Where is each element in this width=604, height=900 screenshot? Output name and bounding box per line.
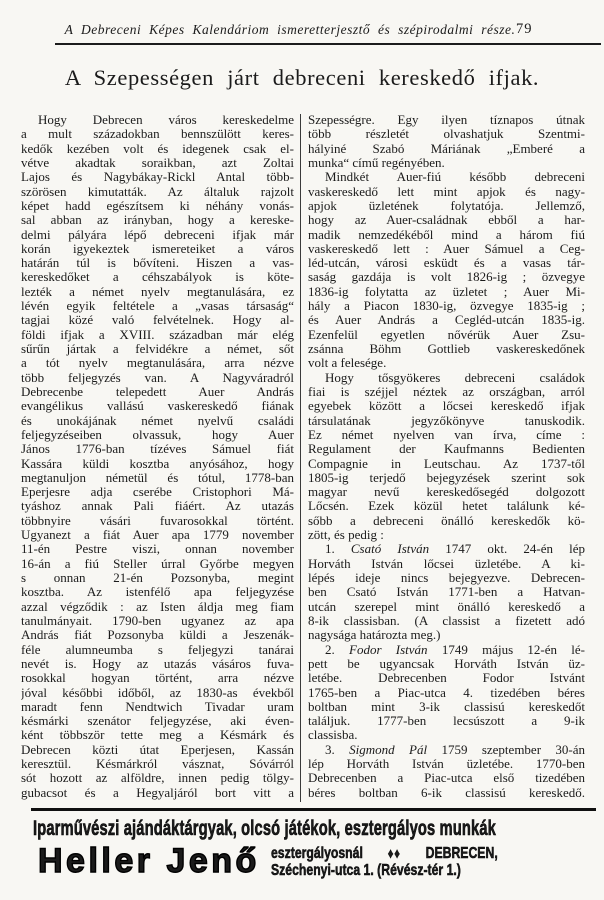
text-line: sőbb a debreceni önálló kereskedők kö- [308,513,585,528]
text-line: 1765-ben a Piac-utca 4. tizedében béres [308,685,585,700]
text-line: Regulament der Kaufmanns Bedienten [308,442,585,457]
text-line: zsánna Böhm Gottlieb vaskereskedőnek [308,342,585,356]
advertisement-role-label: esztergályosnál [271,845,363,862]
text-line: sót hozott az alföldre, innen pedig tölgy- [21,771,294,786]
text-line: rosokkal hogyan történt, arra nézve [21,671,294,686]
text-line: Kassára küldi kosztba anyósához, hogy [21,456,294,471]
text-line: Lajos és Nagybákay-Rickl Antal több- [21,170,294,185]
text-line: késmárki szenátor feljegyzése, aki éven- [21,714,294,729]
text-line: jóval későbbi időből, az 1830-as évekből [21,685,294,700]
text-line: Debrecenbe telepedett Auer András [21,384,294,399]
text-line: 3. Sigmond Pál 1759 szeptember 30-án [325,742,585,757]
article-title: A Szepességen járt debreceni kereskedő ifjak. [64,65,540,90]
text-line: béres boltban 6-ik classisú kereskedő. [308,785,585,800]
text-line: 8-ik classisban. (A classist a fizetett adó [308,613,585,628]
text-line: lép Horváth István üzletébe. 1770-ben [308,757,585,772]
text-line: delmi pályára lépő debreceni ifjak már [21,227,294,242]
text-line: 2. Fodor István 1749 május 12-én lé- [325,642,585,657]
text-line: lezték a német nyelv megtanulására, ez [21,284,294,299]
text-line: madik nemzedékéből mind a három fiú [308,227,585,242]
right-column [308,113,585,802]
text-line: Horváth István lőcsei üzletébe. A ki- [308,556,585,571]
text-line: fiai is széjjel néztek az országban, arról [308,384,585,399]
text-line: Ezenfelül egyetlen nővérük Auer Zsu- [308,327,585,342]
text-line: hály a Piacon 1830-ig, özvegye 1835-ig ; [308,299,585,314]
text-line: lévén egyik feltétele a „vasas társaság“ [21,299,294,314]
text-line: Szepességre. Egy ilyen tíznapos útnak [308,113,585,127]
text-line: kedők kezében volt és idegenek csak el- [21,141,294,156]
advertisement-address-line2: Széchenyi-utca 1. (Révész-tér 1.) [271,862,461,879]
text-line: 1. Csató István 1747 okt. 24-én lép [325,542,585,557]
text-line: és unokájának német nyelvű családi [21,413,294,428]
text-line: Debrecenben a Piac-utca első tizedében [308,771,585,786]
text-line: léd-utcán, városi esküdt és a vasas tár- [308,256,585,271]
page-number: 79 [516,21,533,37]
text-line: 1836-ig folytatta az üzletet ; Auer Mi- [308,284,585,299]
column-divider-rule [300,114,301,802]
advertisement-top-rule [31,808,596,811]
text-line: a mult századokban bennszülött keres- [21,127,294,142]
text-line: gubacsot és a Hegyaljáról bort vitt a [21,785,294,800]
text-line: András fiát Pozsonyba küldi a Jeszenák- [21,628,294,643]
text-line: ként többször tette meg a Késmárk és [21,728,294,743]
text-line: lépés ideje nincs bejegyezve. Debrecen- [308,571,585,585]
text-line: volt a felesége. [308,356,387,371]
text-line: több részletét olvashatjuk Szentmi- [308,127,585,142]
text-line: tagjai közé való felvételnek. Hogy al- [21,313,294,328]
text-line: képet hadd egészítsem ki néhány vonás- [21,198,294,213]
text-line: saság gazdája is volt 1826-ig ; özvegye [308,270,585,285]
text-line: boltban mint 3-ik classisú kereskedőt [308,699,585,714]
header-rule [55,43,601,45]
text-line: szörösen kimutatták. Az általuk rajzolt [21,184,294,199]
text-line: kosztba. Az istenfélő apa feljegyzése [21,585,294,600]
text-line: vaskereskedő lett : Auer Sámuel a Ceg- [308,241,585,256]
text-line: Ez német nyelven van írva, címe : [308,427,585,442]
text-line: Compagnie in Leutschau. Az 1737-től [308,456,585,471]
text-line: korán igyekeztek ismereteiket a város [21,241,294,256]
advertisement-city: DEBRECEN, [425,845,498,862]
text-line: magyar nevű kereskedősegéd dolgozott [308,485,585,500]
text-line: hogy az Auer-családnak ebből a har- [308,213,585,228]
text-line: 1805-ig terjedő bejegyzések szerint sok [308,470,585,485]
text-line: Eperjesre adja cserébe Cristophori Má- [21,485,294,500]
text-line: 16-án a fiú Steller úrral Győrbe megyen [21,556,294,571]
text-line: a tót nyelv megtanulására, arra nézve [21,356,294,371]
text-line: hályiné Szabó Máriának „Emberé a [308,141,585,156]
text-line: földi ifjak a XVIII. században már elég [21,327,294,342]
text-line: Debrecen közti útat Eperjesen, Kassán [21,742,294,757]
text-line: classisba. [308,728,358,743]
text-line: apjok üzletének folytatója. Jellemző, [308,198,585,213]
text-line: feljegyzéseiben olvassuk, hogy Auer [21,427,294,442]
article-body [21,113,585,802]
text-line: megtanuljon németül és tótul, 1778-ban [21,470,294,485]
text-line: nagysága határozta meg.) [308,628,441,643]
text-line: Hogy Debrecen város kereskedelme [38,113,294,127]
text-line: ben Csató István 1771-ben a Hatvan- [308,585,585,600]
text-line: Hogy tősgyökeres debreceni családok [325,370,585,385]
text-line: sűrűn jártak a felvidékre a német, sőt [21,342,294,356]
text-line: sal abban az irányban, hogy a kereske- [21,213,294,228]
text-line: vétve akadtak soraikban, azt Zoltai [21,155,294,170]
text-line: több feljegyzés van. A Nagyváradról [21,370,294,385]
text-line: Mindkét Auer-fiú később debreceni [325,170,585,185]
text-line: keresztül. Késmárkról vásznat, Sóvárról [21,757,294,772]
text-line: és Auer András a Cegléd-utcán 1835-ig. [308,313,585,328]
text-line: többnyire vásári fuvarosokkal történt. [21,513,294,528]
advertisement-headline: Iparművészi ajándáktárgyak, olcsó játékok, esztergályos munkák [33,817,496,840]
text-line: társulatának jegyzőkönyve tanuskodik. [308,413,585,428]
advertisement-address [271,845,498,879]
text-line: féle alumneumba s feljegyzi tanárai [21,642,294,657]
text-line: letébe. Debrecenben Fodor Istvánt [308,671,585,686]
advertisement-brand-name: Heller Jenő [38,842,260,880]
text-line: maradt fenn Nendtwich Tivadar uram [21,699,294,714]
text-line: Lőcsén. Ezek közül hetet találunk ké- [308,499,585,514]
text-line: nevét is. Hogy az utazás vásáros fuva- [21,656,294,671]
text-line: zött, és pedig : [308,528,384,543]
text-line: evangélikus vallású vaskereskedő fiának [21,399,294,414]
text-line: egyebek között a lőcsei kereskedő ifjak [308,399,585,414]
text-line: tyáshoz annak Pali fiáért. Az utazás [21,499,294,514]
diamond-icons: ♦♦ [387,845,401,861]
text-line: azzal végződik : az Isten áldja meg fiam [21,599,294,614]
text-line: vaskereskedő lett mint apjok és nagy- [308,184,585,199]
running-header: A Debreceni Képes Kalendáriom ismeretterjesztő és szépirodalmi része. [64,22,516,37]
text-line: Ugyanezt a fiát Auer apa 1779 november [21,528,294,543]
text-line: munka“ című regényében. [308,155,445,170]
text-line: utcán szerepel mint önálló kereskedő a [308,599,585,614]
text-line: János 1776-ban tízéves Sámuel fiát [21,442,294,457]
advertisement-address-line1 [271,845,498,862]
text-line: pett be ugyancsak Horváth István üz- [308,656,585,671]
text-line: 11-én Pestre viszi, onnan november [21,542,294,557]
text-line: kereskedőket a céhszabályok is köte- [21,270,294,285]
text-line: tanulmányait. 1790-ben ugyanez az apa [21,613,294,628]
text-line: határán túl is bővíteni. Hiszen a vas- [21,256,294,271]
text-line: s onnan 21-én Pozsonyba, megint [21,571,294,585]
text-line: találjuk. 1777-ben lecsúszott a 9-ik [308,714,585,729]
left-column [21,113,294,802]
